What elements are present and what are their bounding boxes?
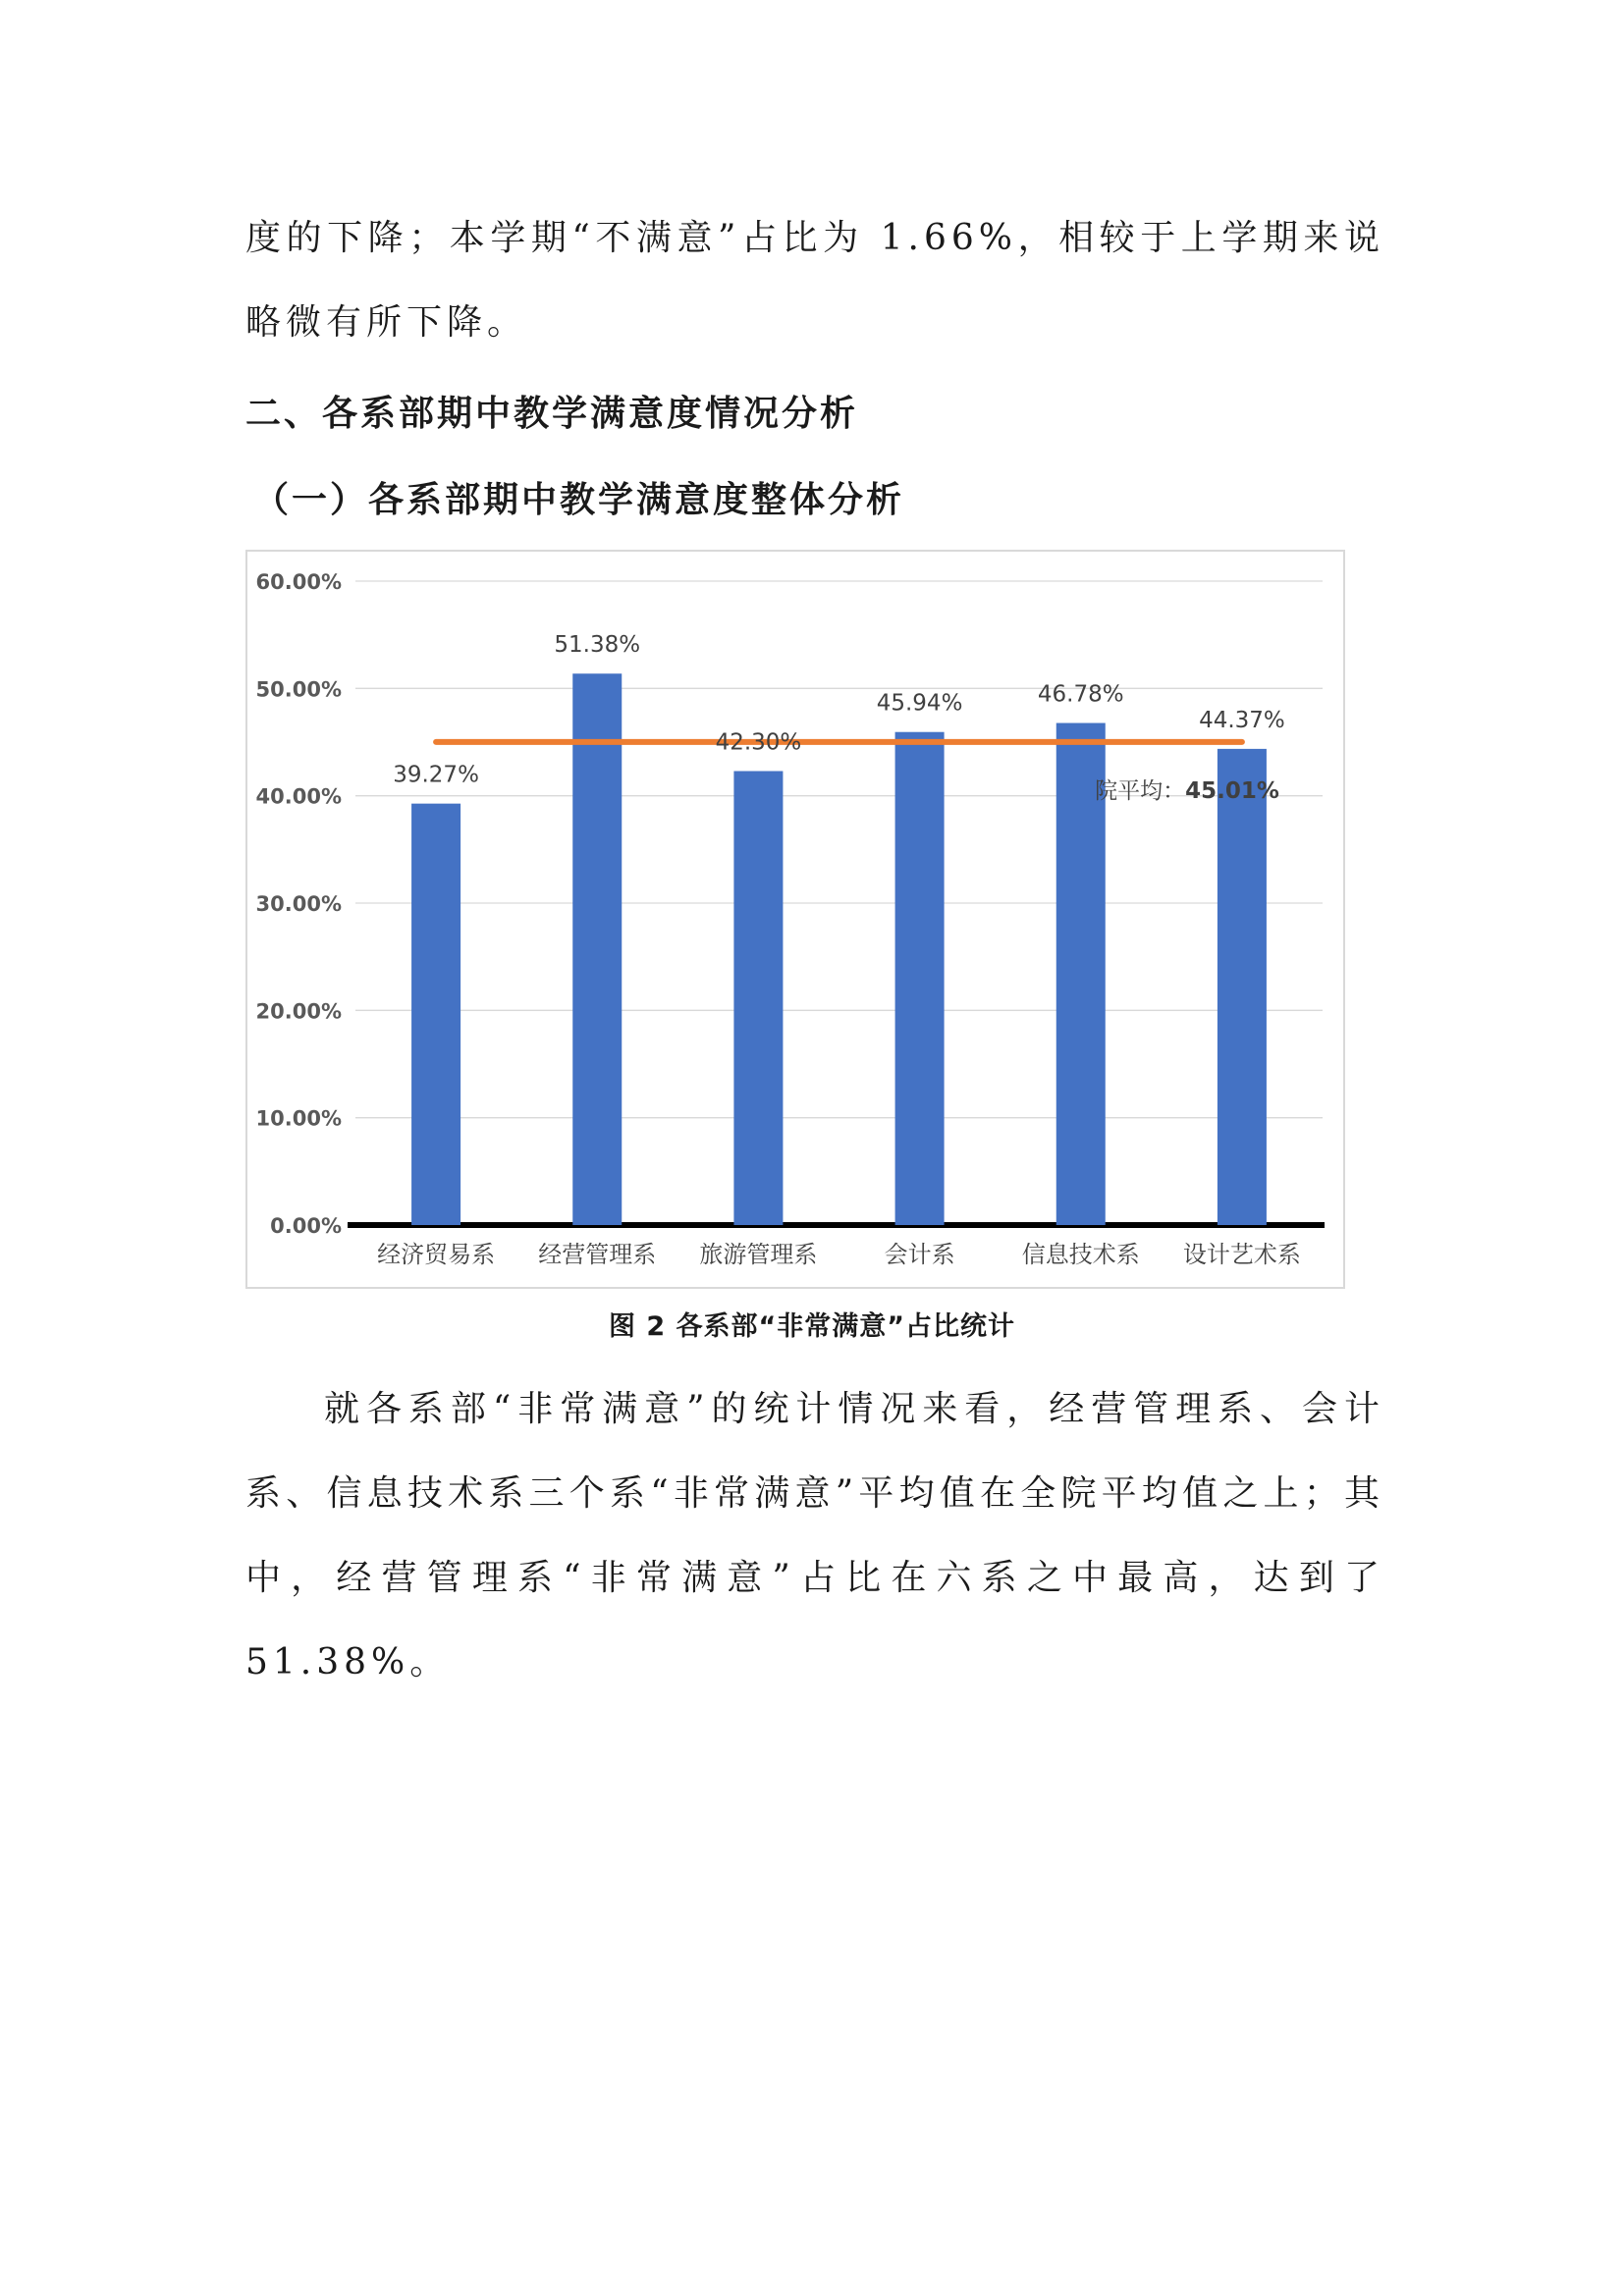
- data-label: 44.37%: [1199, 707, 1285, 733]
- bar: [1218, 749, 1267, 1225]
- y-tick-label: 50.00%: [255, 677, 342, 702]
- x-tick-label: 旅游管理系: [699, 1241, 818, 1268]
- y-tick-label: 10.00%: [255, 1106, 342, 1131]
- y-tick-label: 0.00%: [270, 1214, 342, 1238]
- section-heading: 二、各系部期中教学满意度情况分析: [245, 394, 859, 434]
- data-label: 51.38%: [554, 632, 641, 659]
- bar-chart: [245, 550, 1345, 1289]
- average-label-prefix: 院平均：: [1095, 777, 1186, 804]
- y-tick-label: 30.00%: [255, 892, 342, 916]
- average-label: [1095, 778, 1279, 804]
- y-tick-label: 60.00%: [255, 570, 342, 594]
- data-label: 45.94%: [876, 690, 963, 717]
- bar: [572, 673, 622, 1225]
- subsection-heading: （一）各系部期中教学满意度整体分析: [253, 480, 905, 520]
- x-tick-label: 经营管理系: [538, 1241, 657, 1268]
- x-tick-label: 设计艺术系: [1182, 1241, 1301, 1268]
- average-label-value: 45.01%: [1185, 777, 1279, 804]
- x-tick-label: 会计系: [884, 1241, 955, 1268]
- bar-chart-canvas: [247, 552, 1343, 1287]
- intro-paragraph: 度的下降；本学期“不满意”占比为 1.66%，相较于上学期来说略微有所下降。: [245, 218, 1384, 343]
- data-label: 39.27%: [393, 762, 479, 788]
- bar: [411, 804, 460, 1225]
- x-tick-label: 信息技术系: [1021, 1241, 1140, 1268]
- x-tick-label: 经济贸易系: [377, 1241, 496, 1268]
- data-label: 46.78%: [1037, 681, 1124, 708]
- analysis-paragraph: 就各系部“非常满意”的统计情况来看，经营管理系、会计系、信息技术系三个系“非常满意”平均值在全院平均值之上；其中，经营管理系“非常满意”占比在六系之中最高，达到了 51.38%。: [245, 1389, 1384, 1682]
- y-tick-label: 20.00%: [255, 999, 342, 1024]
- data-label: 42.30%: [715, 729, 802, 756]
- bar: [733, 772, 783, 1225]
- figure-caption: 图 2 各系部“非常满意”占比统计: [608, 1311, 1016, 1342]
- bar: [895, 732, 945, 1225]
- y-tick-label: 40.00%: [255, 784, 342, 809]
